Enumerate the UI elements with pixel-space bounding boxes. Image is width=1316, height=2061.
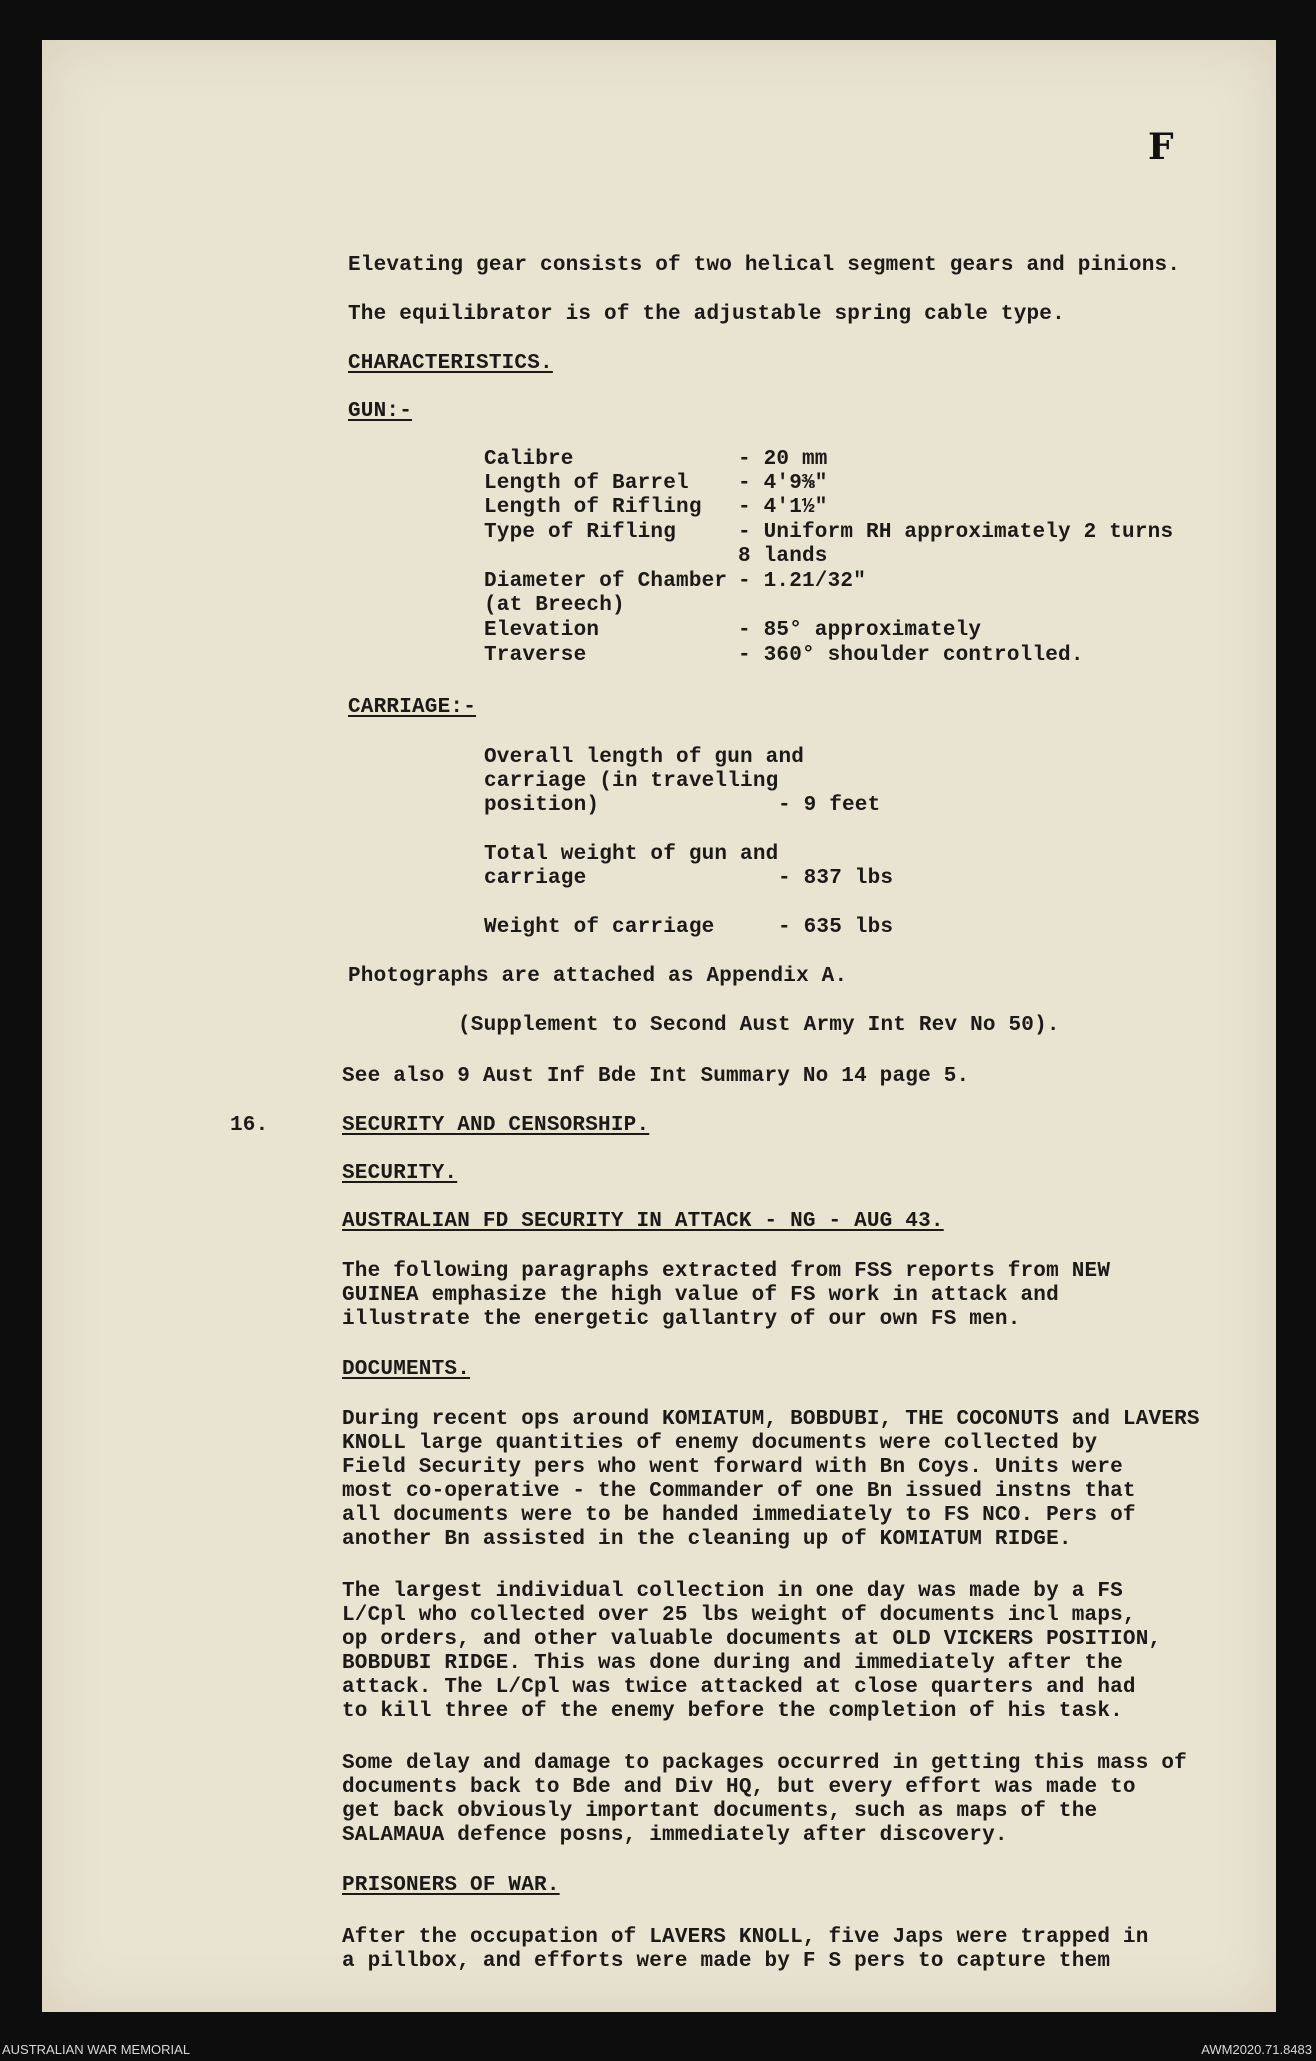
paragraph-documents-2 [342, 1580, 1161, 1724]
paragraph-line: GUINEA emphasize the high value of FS work in attack and [342, 1284, 1059, 1307]
gun-row-label: Length of Rifling [484, 496, 702, 519]
paragraph-line: documents back to Bde and Div HQ, but every effort was made to [342, 1776, 1136, 1799]
paragraph-line: KNOLL large quantities of enemy documents were collected by [342, 1432, 1098, 1455]
paragraph-line: op orders, and other valuable documents at OLD VICKERS POSITION, [342, 1628, 1162, 1651]
gun-row-value: - Uniform RH approximately 2 turns [738, 521, 1174, 544]
gun-row-value: - 4'1½" [738, 496, 828, 519]
paragraph-line: SALAMAUA defence posns, immediately after discovery. [342, 1824, 1008, 1847]
supplement-line: (Supplement to Second Aust Army Int Rev No 50). [458, 1014, 1060, 1037]
pow-heading: PRISONERS OF WAR. [342, 1874, 560, 1897]
paragraph-line: BOBDUBI RIDGE. This was done during and immediately after the [342, 1652, 1123, 1675]
intro-line-2: The equilibrator is of the adjustable spring cable type. [348, 303, 1065, 326]
gun-row-value: - 85° approximately [738, 619, 982, 642]
carriage-item-line: Total weight of gun and [484, 843, 779, 866]
paragraph-line: a pillbox, and efforts were made by F S pers to capture them [342, 1950, 1111, 1973]
gun-row-label: Type of Rifling [484, 521, 677, 544]
carriage-item-line: Weight of carriage [484, 916, 715, 939]
gun-row-value: - 20 mm [738, 448, 828, 471]
section-number: 16. [230, 1114, 269, 1137]
carriage-item-line: Overall length of gun and [484, 746, 805, 769]
carriage-heading: CARRIAGE:- [348, 696, 477, 719]
footer-accession-number: AWM2020.71.8483 [1201, 2042, 1312, 2057]
paragraph-line: During recent ops around KOMIATUM, BOBDUBI, THE COCONUTS and LAVERS [342, 1408, 1200, 1431]
carriage-item-line: carriage (in travelling [484, 770, 779, 793]
carriage-item-value: - 635 lbs [778, 916, 894, 939]
paragraph-pow [342, 1926, 1149, 1974]
paragraph-line: get back obviously important documents, such as maps of the [342, 1800, 1098, 1823]
paragraph-line: illustrate the energetic gallantry of our own FS men. [342, 1308, 1021, 1331]
paragraph-line: Field Security pers who went forward with Bn Coys. Units were [342, 1456, 1123, 1479]
paragraph-line: After the occupation of LAVERS KNOLL, five Japs were trapped in [342, 1926, 1149, 1949]
footer-institution: AUSTRALIAN WAR MEMORIAL [2, 2042, 191, 2057]
paragraph-line: attack. The L/Cpl was twice attacked at close quarters and had [342, 1676, 1136, 1699]
gun-row-label: Length of Barrel [484, 472, 689, 495]
paragraph-documents-1 [342, 1408, 1200, 1552]
gun-row-value: 8 lands [738, 545, 828, 568]
sub-heading: AUSTRALIAN FD SECURITY IN ATTACK - NG - AUG 43. [342, 1210, 944, 1233]
intro-line-1: Elevating gear consists of two helical segment gears and pinions. [348, 254, 1181, 277]
gun-row-value: - 4'9⅜" [738, 472, 828, 495]
see-also-line: See also 9 Aust Inf Bde Int Summary No 14 page 5. [342, 1065, 970, 1088]
carriage-item-value: - 9 feet [778, 794, 881, 817]
document-page [42, 40, 1276, 2012]
carriage-item-line: carriage [484, 867, 587, 890]
photographs-line: Photographs are attached as Appendix A. [348, 965, 848, 988]
characteristics-heading: CHARACTERISTICS. [348, 352, 553, 375]
paragraph-documents-3 [342, 1752, 1187, 1848]
gun-row-label: (at Breech) [484, 594, 625, 617]
paragraph-line: The following paragraphs extracted from FSS reports from NEW [342, 1260, 1111, 1283]
gun-row-value: - 1.21/32" [738, 570, 867, 593]
carriage-item-value: - 837 lbs [778, 867, 894, 890]
gun-heading: GUN:- [348, 400, 413, 423]
gun-row-label: Traverse [484, 644, 587, 667]
paragraph-line: all documents were to be handed immediately to FS NCO. Pers of [342, 1504, 1136, 1527]
gun-row-label: Diameter of Chamber [484, 570, 728, 593]
documents-heading: DOCUMENTS. [342, 1358, 471, 1381]
gun-row-label: Elevation [484, 619, 600, 642]
paragraph-line: The largest individual collection in one day was made by a FS [342, 1580, 1123, 1603]
paragraph-line: most co-operative - the Commander of one Bn issued instns that [342, 1480, 1136, 1503]
paragraph-line: Some delay and damage to packages occurred in getting this mass of [342, 1752, 1187, 1775]
gun-row-label: Calibre [484, 448, 574, 471]
paragraph-line: to kill three of the enemy before the completion of his task. [342, 1700, 1123, 1723]
corner-mark: F [1148, 126, 1174, 168]
gun-row-value: - 360° shoulder controlled. [738, 644, 1084, 667]
section-heading: SECURITY AND CENSORSHIP. [342, 1114, 650, 1137]
security-heading: SECURITY. [342, 1162, 458, 1185]
carriage-item-line: position) [484, 794, 600, 817]
paragraph-line: L/Cpl who collected over 25 lbs weight of documents incl maps, [342, 1604, 1136, 1627]
paragraph-intro [342, 1260, 1110, 1332]
paragraph-line: another Bn assisted in the cleaning up of KOMIATUM RIDGE. [342, 1528, 1072, 1551]
